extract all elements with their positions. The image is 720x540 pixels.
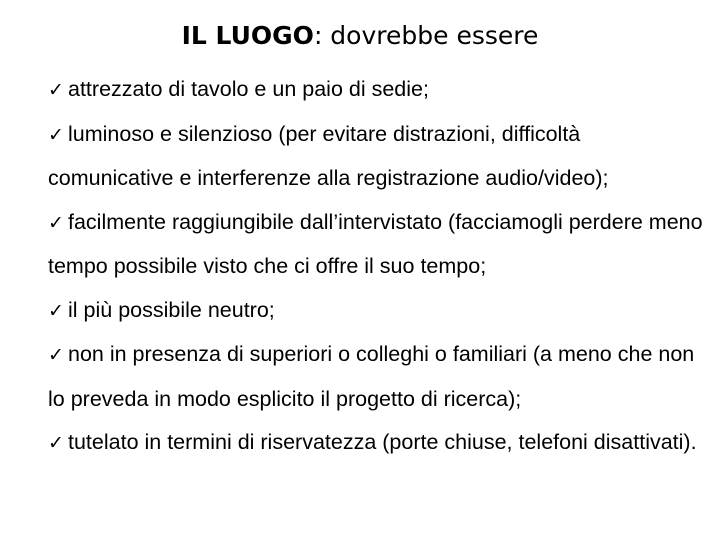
- slide-title: [0, 16, 720, 56]
- item-text: luminoso e silenzioso (per evitare distrazioni, difficoltà comunicative e interferenze alla registrazione audio/video);: [48, 121, 609, 190]
- item-text: tutelato in termini di riservatezza (porte chiuse, telefoni disattivati).: [68, 430, 697, 454]
- item-text: facilmente raggiungibile dall’intervistato (facciamogli perdere meno tempo possibile visto che ci offre il suo tempo;: [48, 209, 703, 278]
- checkmark-icon: ✓: [48, 79, 64, 101]
- title-rest: : dovrebbe essere: [313, 21, 539, 50]
- item-text: attrezzato di tavolo e un paio di sedie;: [68, 77, 429, 101]
- list-item: [48, 421, 708, 466]
- checklist: [48, 68, 708, 466]
- checkmark-icon: ✓: [48, 344, 64, 366]
- checkmark-icon: ✓: [48, 432, 64, 454]
- checkmark-icon: ✓: [48, 211, 64, 234]
- item-text: non in presenza di superiori o colleghi o familiari (a meno che non lo preveda in modo esplicito il progetto di ricerca);: [48, 342, 695, 411]
- title-bold: IL LUOGO: [181, 21, 314, 50]
- checkmark-icon: ✓: [48, 299, 64, 322]
- list-item: [48, 333, 708, 421]
- item-text: il più possibile neutro;: [68, 297, 275, 322]
- checkmark-icon: ✓: [48, 123, 64, 146]
- list-item: [48, 289, 708, 334]
- list-item: [48, 68, 708, 113]
- list-item: [48, 113, 708, 201]
- list-item: [48, 201, 708, 289]
